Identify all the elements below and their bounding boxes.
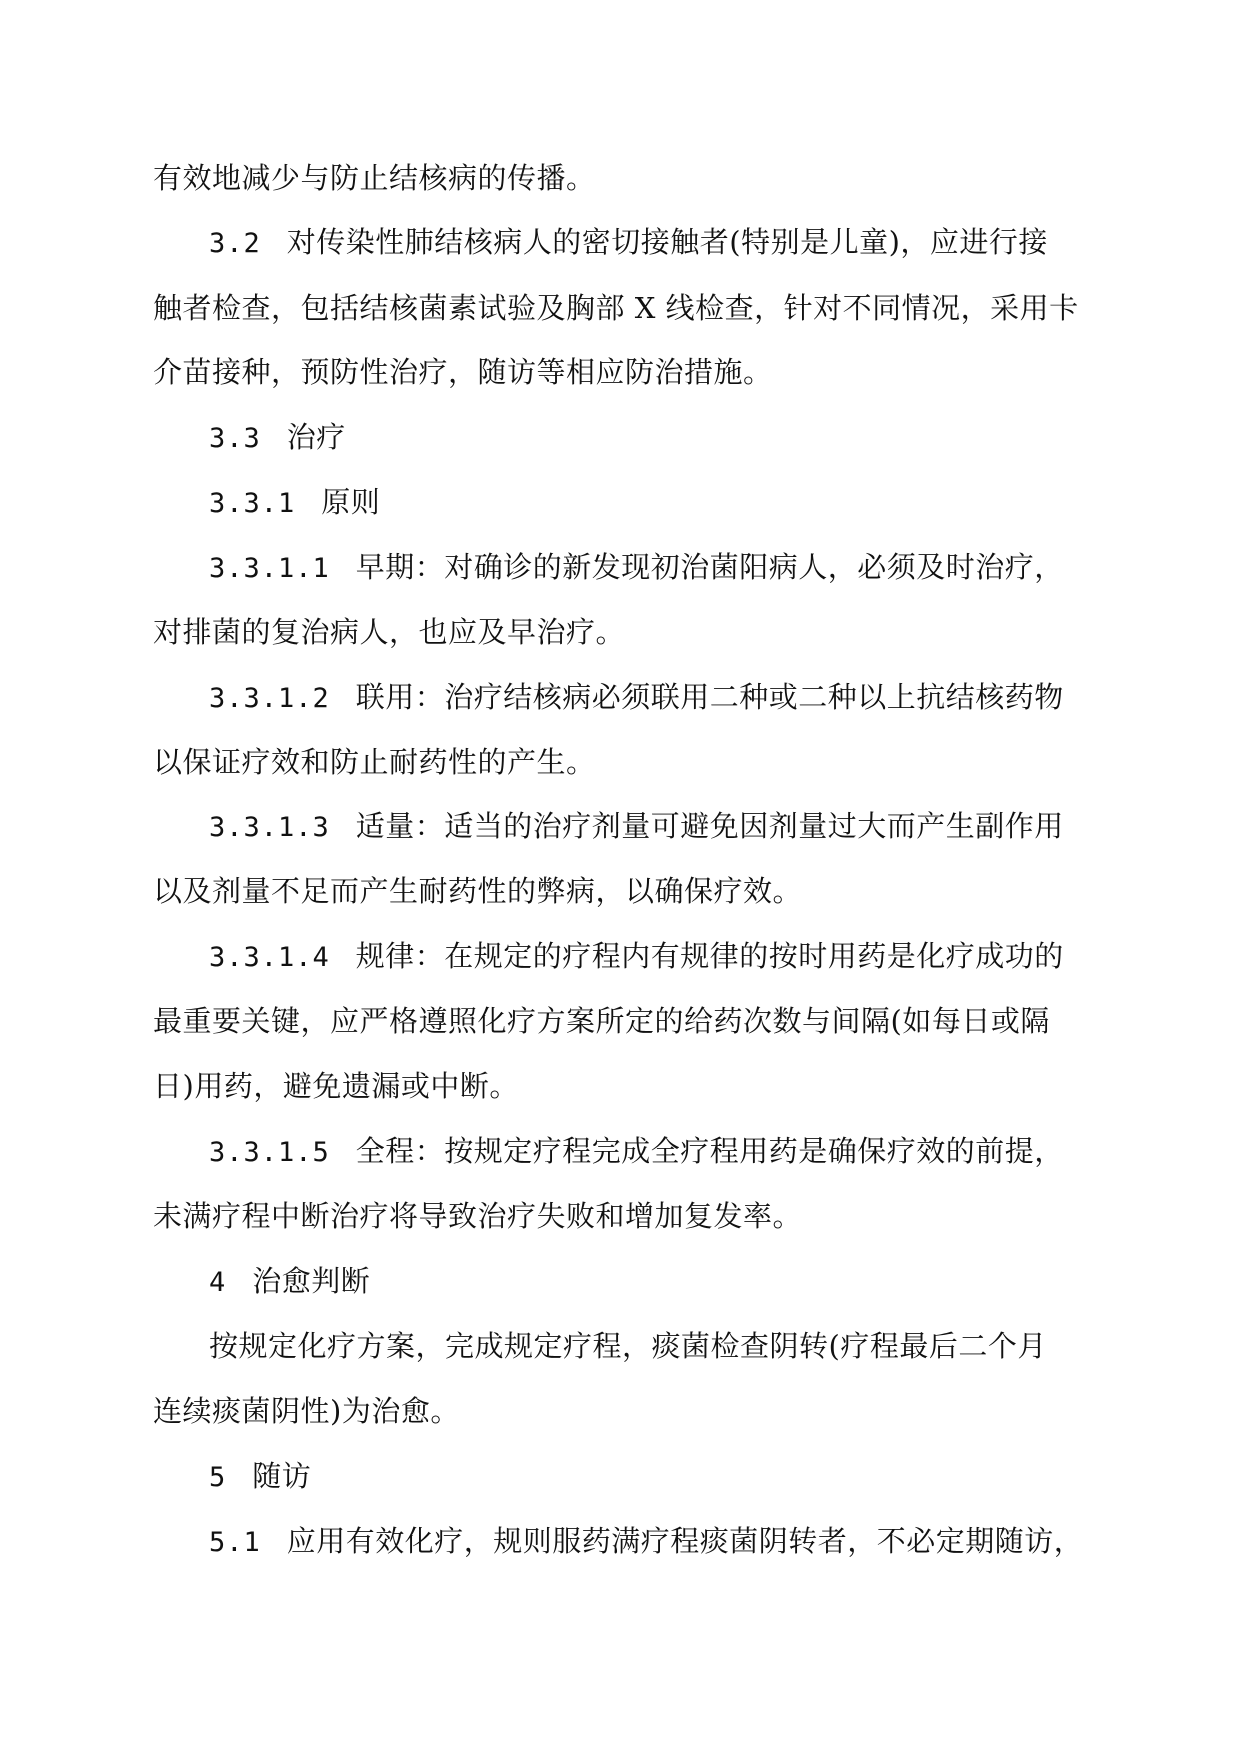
section-heading bbox=[209, 679, 1064, 717]
line-text: 早期：对确诊的新发现初治菌阳病人，必须及时治疗， bbox=[355, 550, 1064, 584]
line-text: 对传染性肺结核病人的密切接触者(特别是儿童)，应进行接 bbox=[286, 225, 1048, 259]
line-text: 按规定化疗方案，完成规定疗程，痰菌检查阴转(疗程最后二个月 bbox=[209, 1329, 1047, 1363]
section-number: 3.3.1.5 bbox=[209, 1137, 330, 1168]
section-heading bbox=[209, 1458, 311, 1496]
body-line bbox=[153, 1198, 802, 1234]
section-heading bbox=[209, 224, 1048, 262]
section-number: 3.3.1.2 bbox=[209, 683, 330, 714]
section-heading bbox=[209, 1263, 370, 1301]
section-number: 3.3.1 bbox=[209, 488, 296, 519]
section-heading bbox=[209, 484, 380, 522]
section-number: 3.3.1.4 bbox=[209, 942, 330, 973]
body-line bbox=[153, 1068, 519, 1104]
body-line bbox=[153, 160, 596, 196]
section-heading bbox=[209, 808, 1064, 846]
section-number: 3.3 bbox=[209, 423, 261, 454]
section-number: 4 bbox=[209, 1267, 227, 1298]
section-number: 3.2 bbox=[209, 228, 261, 259]
line-text: 治愈判断 bbox=[252, 1264, 371, 1298]
line-text: 介苗接种，预防性治疗，随访等相应防治措施。 bbox=[153, 355, 773, 389]
line-text: 最重要关键，应严格遵照化疗方案所定的给药次数与间隔(如每日或隔 bbox=[153, 1004, 1050, 1038]
section-heading bbox=[209, 419, 346, 457]
body-line bbox=[153, 744, 596, 780]
line-text: 连续痰菌阴性)为治愈。 bbox=[153, 1394, 460, 1428]
line-text: 未满疗程中断治疗将导致治疗失败和增加复发率。 bbox=[153, 1199, 803, 1233]
line-text: 触者检查，包括结核菌素试验及胸部 X 线检查，针对不同情况，采用卡 bbox=[153, 291, 1079, 325]
body-line bbox=[153, 1393, 460, 1429]
section-number: 5.1 bbox=[209, 1527, 261, 1558]
line-text: 以保证疗效和防止耐药性的产生。 bbox=[153, 745, 596, 779]
section-heading bbox=[209, 1133, 1064, 1171]
line-text: 日)用药，避免遗漏或中断。 bbox=[153, 1069, 519, 1103]
section-heading bbox=[209, 549, 1064, 587]
line-text: 全程：按规定疗程完成全疗程用药是确保疗效的前提， bbox=[355, 1134, 1064, 1168]
line-text: 适量：适当的治疗剂量可避免因剂量过大而产生副作用 bbox=[355, 809, 1064, 843]
line-text: 联用：治疗结核病必须联用二种或二种以上抗结核药物 bbox=[355, 680, 1064, 714]
line-text: 随访 bbox=[252, 1459, 312, 1493]
line-text: 规律：在规定的疗程内有规律的按时用药是化疗成功的 bbox=[355, 939, 1064, 973]
body-line bbox=[209, 1328, 1047, 1364]
section-number: 3.3.1.3 bbox=[209, 812, 330, 843]
body-line bbox=[153, 873, 802, 909]
body-line bbox=[153, 290, 1079, 326]
section-heading bbox=[209, 938, 1064, 976]
line-text: 对排菌的复治病人，也应及早治疗。 bbox=[153, 615, 626, 649]
body-line bbox=[153, 1003, 1050, 1039]
section-heading bbox=[209, 1523, 1083, 1561]
line-text: 原则 bbox=[321, 485, 381, 519]
line-text: 治疗 bbox=[286, 420, 346, 454]
line-text: 有效地减少与防止结核病的传播。 bbox=[153, 161, 596, 195]
line-text: 应用有效化疗，规则服药满疗程痰菌阴转者，不必定期随访， bbox=[286, 1524, 1084, 1558]
section-number: 3.3.1.1 bbox=[209, 553, 330, 584]
body-line bbox=[153, 614, 625, 650]
body-line bbox=[153, 354, 773, 390]
line-text: 以及剂量不足而产生耐药性的弊病，以确保疗效。 bbox=[153, 874, 803, 908]
section-number: 5 bbox=[209, 1462, 227, 1493]
